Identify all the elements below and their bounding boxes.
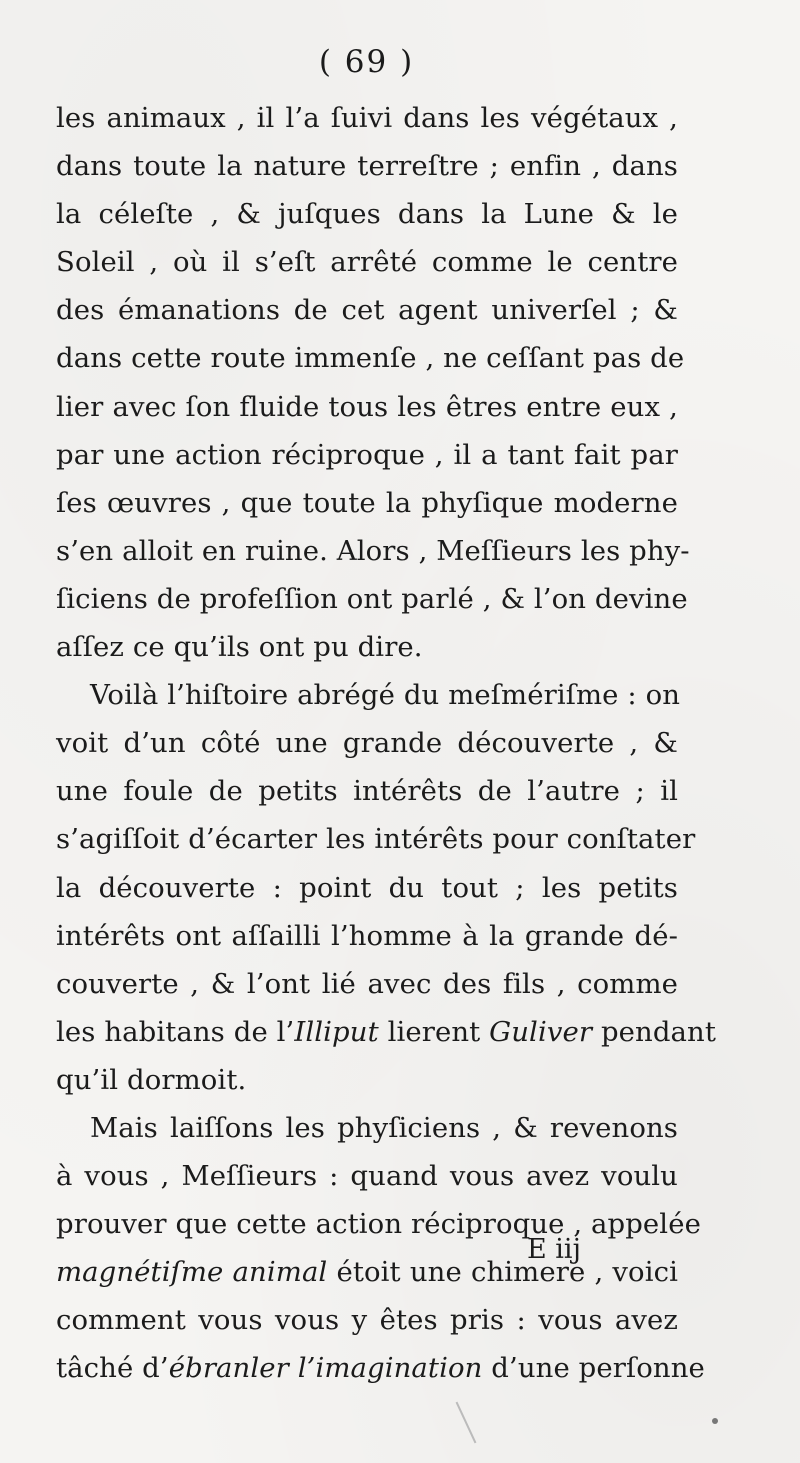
- text-line: la découverte : point du tout ; les petits: [56, 871, 678, 904]
- text-line: une foule de petits intérêts de l’autre ; il: [56, 775, 678, 808]
- text-line: s’agiſſoit d’écarter les intérêts pour conſtater: [56, 823, 696, 856]
- text-line: dans cette route immenſe , ne ceſſant pas de: [56, 342, 685, 375]
- ink-speck: [712, 1418, 718, 1424]
- catchword-signature: E iij: [527, 1234, 581, 1265]
- text-line-italic-phrase: tâché d’ébranler l’imagination d’une perſonne: [56, 1352, 705, 1385]
- paragraph-start-line: Mais laiſſons les phyſiciens , & revenons: [90, 1111, 678, 1144]
- text-line-italic-names: les habitans de l’Illiput lierent Guliver pendant: [56, 1015, 717, 1048]
- text-line: intérêts ont aſſailli l’homme à la grande dé-: [56, 919, 678, 952]
- text-line: dans toute la nature terreſtre ; enfin , dans: [56, 150, 678, 183]
- text-line-italic-term: magnétiſme animal étoit une chimere , voici: [56, 1256, 678, 1289]
- text-line: Soleil , où il s’eſt arrêté comme le centre: [56, 246, 678, 279]
- paper-scratch: [456, 1402, 477, 1444]
- text-line: aſſez ce qu’ils ont pu dire.: [56, 631, 423, 664]
- text-line: ſiciens de profeſſion ont parlé , & l’on devine: [56, 582, 688, 615]
- text-line: des émanations de cet agent univerſel ; &: [56, 294, 678, 327]
- paragraph-start-line: Voilà l’hiſtoire abrégé du meſmériſme : on: [90, 679, 681, 712]
- text-line: lier avec ſon fluide tous les êtres entre eux ,: [56, 390, 678, 423]
- page-number: ( 69 ): [318, 44, 415, 80]
- text-line: ſes œuvres , que toute la phyſique moderne: [56, 486, 678, 519]
- text-line: comment vous vous y êtes pris : vous avez: [56, 1304, 678, 1337]
- body-text: [56, 94, 717, 1393]
- text-line: s’en alloit en ruine. Alors , Meſſieurs les phy-: [56, 534, 690, 567]
- text-line: couverte , & l’ont lié avec des fils , comme: [56, 967, 678, 1000]
- text-line: les animaux , il l’a ſuivi dans les végétaux ,: [56, 102, 678, 134]
- text-line: prouver que cette action réciproque , appelée: [56, 1208, 701, 1241]
- text-line: qu’il dormoit.: [56, 1063, 247, 1096]
- text-line: voit d’un côté une grande découverte , &: [56, 727, 678, 760]
- text-line: la céleſte , & juſques dans la Lune & le: [56, 198, 678, 231]
- text-line: à vous , Meſſieurs : quand vous avez voulu: [56, 1160, 678, 1193]
- text-line: par une action réciproque , il a tant fait par: [56, 438, 678, 471]
